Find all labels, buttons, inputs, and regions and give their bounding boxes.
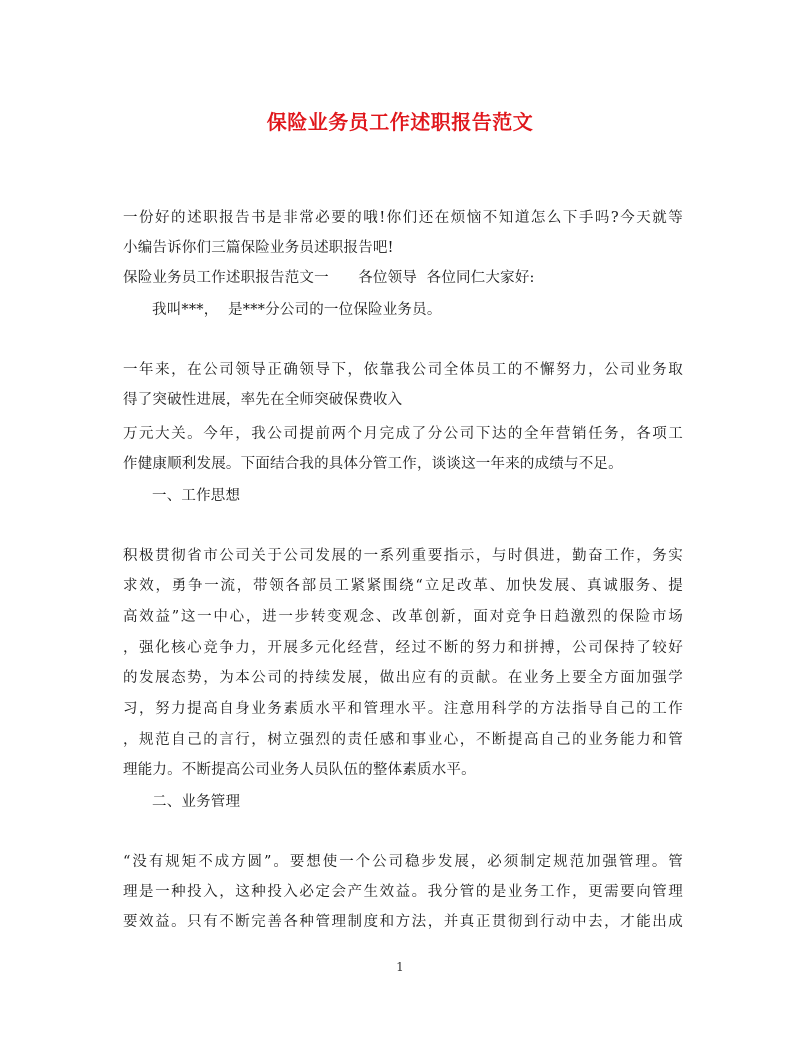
section-line: ，强化核心竞争力，开展多元化经营，经过不断的努力和拼搏，公司保持了较好	[123, 640, 683, 656]
section-line: 习，努力提高自身业务素质水平和管理水平。注意用科学的方法指导自己的工作	[123, 701, 683, 717]
overview-line: 得了突破性进展，率先在全师突破保费收入	[123, 392, 403, 408]
section-line: 的发展态势，为本公司的持续发展，做出应有的贡献。在业务上要全方面加强学	[123, 670, 683, 686]
section-line: 积极贯彻省市公司关于公司发展的一系列重要指示，与时俱进，勤奋工作，务实	[123, 548, 683, 564]
overview-line: 一年来，在公司领导正确领导下，依靠我公司全体员工的不懈努力，公司业务取	[123, 362, 683, 378]
self-intro: 我叫***， 是***分公司的一位保险业务员。	[152, 302, 442, 318]
page-title: 保险业务员工作述职报告范文	[266, 110, 534, 134]
section-line: 理是一种投入，这种投入必定会产生效益。我分管的是业务工作，更需要向管理	[123, 884, 683, 900]
section-line: ，规范自己的言行，树立强烈的责任感和事业心，不断提高自己的业务能力和管	[123, 732, 683, 748]
section-line: 理能力。不断提高公司业务人员队伍的整体素质水平。	[123, 762, 476, 778]
intro-line: 小编告诉你们三篇保险业务员述职报告吧!	[123, 240, 394, 256]
report-heading: 保险业务员工作述职报告范文一 各位领导 各位同仁大家好:	[123, 270, 535, 286]
overview-line: 作健康顺利发展。下面结合我的具体分管工作，谈谈这一年来的成绩与不足。	[123, 456, 623, 472]
intro-line: 一份好的述职报告书是非常必要的哦!你们还在烦恼不知道怎么下手吗?今天就等	[123, 210, 683, 226]
section-line: 要效益。只有不断完善各种管理制度和方法，并真正贯彻到行动中去，才能出成	[123, 914, 683, 930]
section-line: 高效益”这一中心，进一步转变观念、改革创新，面对竞争日趋激烈的保险市场	[123, 609, 683, 625]
section-line: 求效，勇争一流，带领各部员工紧紧围绕“立足改革、加快发展、真诚服务、提	[123, 578, 683, 594]
section-heading: 一、工作思想	[152, 488, 241, 504]
section-line: “没有规矩不成方圆”。要想使一个公司稳步发展，必须制定规范加强管理。管	[123, 854, 683, 870]
page-number: 1	[396, 960, 404, 974]
overview-line: 万元大关。今年，我公司提前两个月完成了分公司下达的全年营销任务，各项工	[123, 426, 683, 442]
section-heading: 二、业务管理	[152, 794, 241, 810]
